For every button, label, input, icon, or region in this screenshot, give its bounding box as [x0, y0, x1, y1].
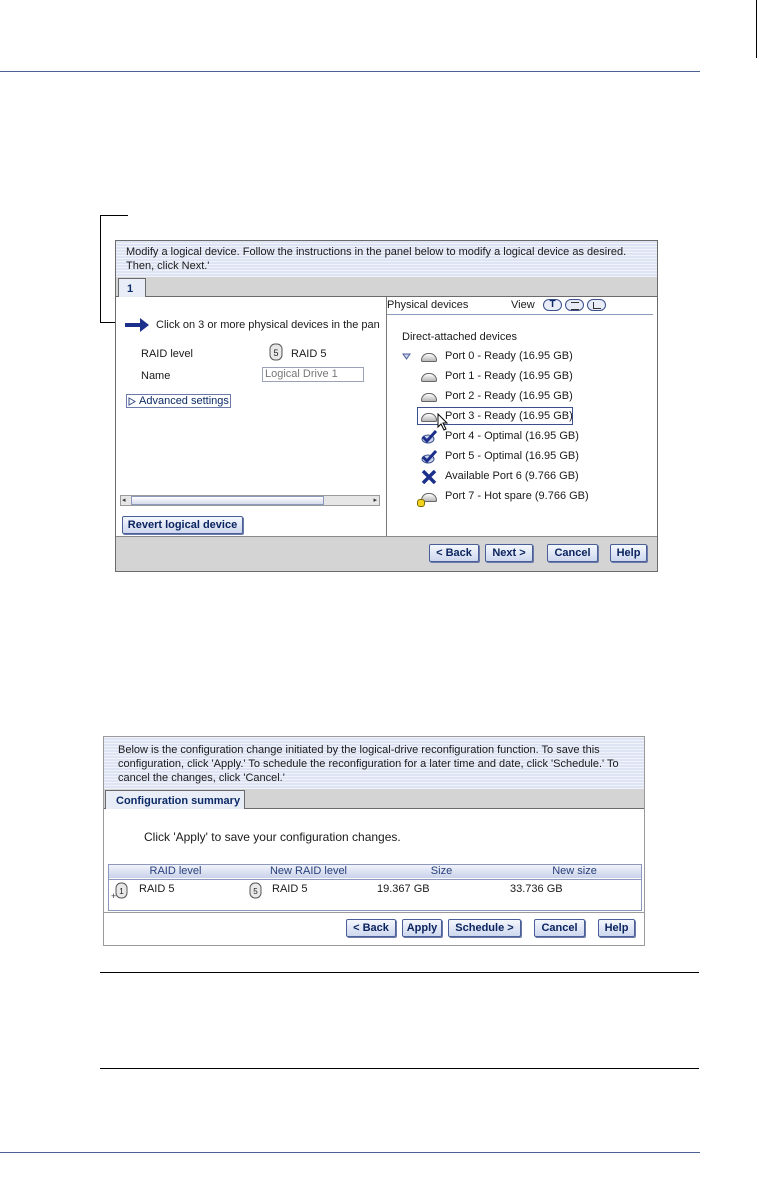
- device-label: Port 7 - Hot spare (9.766 GB): [445, 490, 589, 502]
- raid-level-label: RAID level: [141, 348, 193, 360]
- header-rule: [0, 71, 700, 72]
- name-label: Name: [141, 370, 171, 382]
- svg-text:5: 5: [273, 348, 279, 358]
- device-port-2[interactable]: [421, 389, 591, 405]
- back-button[interactable]: < Back: [429, 544, 479, 562]
- direct-attached-label: Direct-attached devices: [402, 331, 517, 343]
- column-new-size[interactable]: New size: [508, 865, 641, 878]
- physical-devices-label: Physical devices: [387, 299, 469, 311]
- note-rule-bottom: [100, 1068, 699, 1069]
- advanced-settings-toggle[interactable]: [126, 394, 231, 408]
- instruction-banner: [104, 737, 644, 789]
- device-port-0[interactable]: [421, 349, 591, 365]
- tab-1[interactable]: [118, 278, 146, 297]
- view-label: View: [511, 299, 535, 311]
- name-field[interactable]: [262, 367, 364, 382]
- view-list-button[interactable]: [565, 299, 584, 311]
- disk-icon: [421, 353, 437, 362]
- left-pane: [116, 297, 386, 538]
- scroll-right-icon[interactable]: ▸: [373, 497, 377, 504]
- schedule-button[interactable]: Schedule >: [448, 919, 521, 937]
- device-label: Port 2 - Ready (16.95 GB): [445, 390, 573, 402]
- instruction-hint: Click on 3 or more physical devices in the pan: [156, 319, 380, 331]
- checked-disk-icon: [421, 450, 437, 464]
- apply-button[interactable]: Apply: [402, 919, 442, 937]
- disk-icon: [421, 373, 437, 382]
- view-text-button[interactable]: [543, 299, 562, 311]
- content-area: [104, 809, 644, 913]
- view-tree-button[interactable]: [587, 299, 606, 311]
- scroll-left-icon[interactable]: ◂: [122, 497, 126, 504]
- tab-configuration-summary-label: Configuration summary: [116, 795, 241, 807]
- tab-configuration-summary[interactable]: [105, 790, 245, 809]
- cancel-button[interactable]: Cancel: [547, 544, 598, 562]
- x-icon: [421, 470, 437, 484]
- svg-text:5: 5: [253, 887, 258, 896]
- device-label: Port 4 - Optimal (16.95 GB): [445, 430, 579, 442]
- device-port-6[interactable]: [421, 469, 591, 485]
- instruction-text: Below is the configuration change initiated by the logical-drive reconfiguration function. To save this configuration, click 'Apply.' To schedule the reconfiguration for a later time and date, click 'Schedule.' To cancel the changes, click 'Cancel.': [118, 744, 619, 784]
- cancel-button[interactable]: Cancel: [534, 919, 585, 937]
- column-size[interactable]: Size: [375, 865, 509, 878]
- device-label: Port 0 - Ready (16.95 GB): [445, 350, 573, 362]
- device-label: Available Port 6 (9.766 GB): [445, 470, 579, 482]
- disk-icon: [421, 413, 437, 422]
- list-view-icon: [571, 302, 579, 310]
- dialog-footer: [116, 536, 657, 571]
- checked-disk-icon: [421, 430, 437, 444]
- device-port-4[interactable]: [421, 429, 591, 445]
- tab-1-label: 1: [127, 283, 134, 295]
- column-new-raid-level[interactable]: New RAID level: [242, 865, 376, 878]
- collapse-triangle-icon[interactable]: [402, 353, 411, 360]
- device-port-7[interactable]: [417, 489, 597, 507]
- modify-logical-device-dialog: [115, 240, 658, 572]
- apply-hint: Click 'Apply' to save your configuration changes.: [144, 830, 401, 844]
- disk-icon: [421, 393, 437, 402]
- cell-raid-level: RAID 5: [139, 883, 175, 895]
- help-button[interactable]: Help: [598, 919, 635, 937]
- help-button[interactable]: Help: [610, 544, 647, 562]
- right-pane: [387, 297, 657, 538]
- name-field-value: Logical Drive 1: [265, 368, 338, 380]
- svg-text:+: +: [111, 891, 117, 900]
- device-port-1[interactable]: [421, 369, 591, 385]
- next-button[interactable]: Next >: [485, 544, 533, 562]
- scroll-thumb[interactable]: [131, 496, 324, 505]
- tree-view-icon: [593, 302, 601, 309]
- device-label: Port 3 - Ready (16.95 GB): [445, 410, 573, 422]
- content-area: [116, 297, 657, 538]
- cell-new-size: 33.736 GB: [510, 883, 563, 895]
- device-port-5[interactable]: [421, 449, 591, 465]
- margin-line: [756, 0, 757, 58]
- horizontal-scrollbar[interactable]: [120, 495, 380, 506]
- cell-new-raid-level: RAID 5: [272, 883, 308, 895]
- arrow-right-icon: [124, 317, 150, 333]
- table-row[interactable]: [109, 880, 641, 900]
- table-header: [109, 865, 641, 880]
- triangle-right-icon: [128, 397, 136, 406]
- summary-table: [108, 864, 642, 911]
- hotspare-badge-icon: [417, 499, 425, 507]
- advanced-settings-label: Advanced settings: [139, 395, 229, 407]
- svg-text:1: 1: [119, 887, 124, 896]
- footer-rule: [0, 1152, 700, 1153]
- back-button[interactable]: < Back: [346, 919, 396, 937]
- configuration-summary-dialog: [103, 736, 645, 946]
- column-raid-level[interactable]: RAID level: [109, 865, 243, 878]
- dialog-footer: [104, 912, 644, 945]
- raid-icon: [111, 882, 129, 900]
- device-label: Port 1 - Ready (16.95 GB): [445, 370, 573, 382]
- header-underline: [387, 314, 653, 315]
- raid-icon: [249, 882, 263, 900]
- raid-level-value: RAID 5: [291, 348, 327, 360]
- cell-size: 19.367 GB: [377, 883, 430, 895]
- text-view-icon: T: [549, 299, 556, 310]
- tab-strip: [116, 277, 657, 297]
- instruction-banner: [116, 241, 657, 277]
- revert-logical-device-button[interactable]: Revert logical device: [122, 516, 243, 534]
- instruction-text: Modify a logical device. Follow the instructions in the panel below to modify a logical device as desired. Then, click Next.': [126, 246, 627, 272]
- device-label: Port 5 - Optimal (16.95 GB): [445, 450, 579, 462]
- raid-icon: [269, 343, 283, 361]
- note-rule-top: [100, 972, 699, 973]
